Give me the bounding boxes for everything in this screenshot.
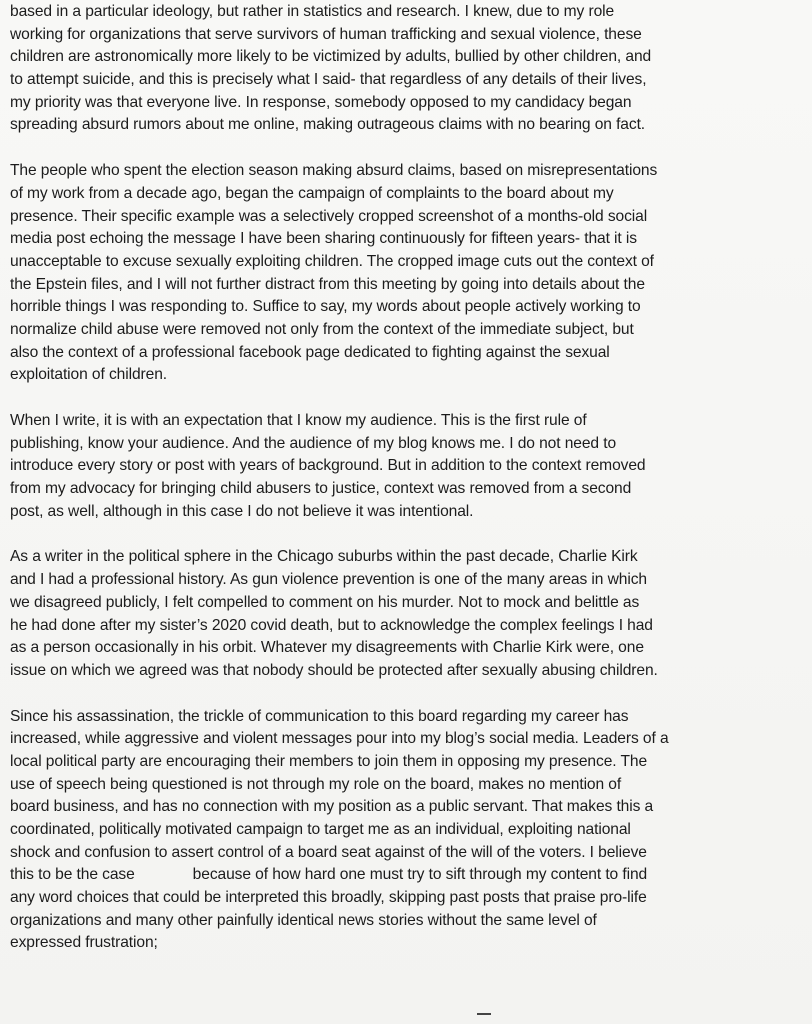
text-line: as a person occasionally in his orbit. Whatever my disagreements with Charlie Kirk were, one <box>10 639 644 657</box>
text-line: spreading absurd rumors about me online, making outrageous claims with no bearing on fact. <box>10 116 646 134</box>
text-line: introduce every story or post with years of background. But in addition to the context removed <box>10 457 646 475</box>
text-line: local political party are encouraging their members to join them in opposing my presence. The <box>10 752 648 770</box>
text-line: based in a particular ideology, but rather in statistics and research. I knew, due to my role <box>10 3 615 20</box>
text-fragment: because of how hard one must try to sift through my content to find <box>192 866 648 884</box>
text-line: unacceptable to excuse sexually exploiting children. The cropped image cuts out the context of <box>10 252 654 270</box>
text-line: from my advocacy for bringing child abusers to justice, context was removed from a second <box>10 480 632 498</box>
text-line: exploitation of children. <box>10 366 168 384</box>
text-fragment: this to be the case <box>10 866 135 884</box>
text-line: to attempt suicide, and this is precisely what I said- that regardless of any details of their lives, <box>10 71 647 89</box>
text-line: board business, and has no connection with my position as a public servant. That makes this a <box>10 798 654 816</box>
text-line: shock and confusion to assert control of a board seat against of the will of the voters. I believe <box>10 843 647 861</box>
paragraph-4 <box>10 546 812 682</box>
text-line-with-gap <box>10 864 812 887</box>
text-line: normalize child abuse were removed not only from the context of the immediate subject, but <box>10 320 634 338</box>
text-line: working for organizations that serve survivors of human trafficking and sexual violence, these <box>10 25 642 43</box>
text-line: organizations and many other painfully identical news stories without the same level of <box>10 911 597 929</box>
text-line: increased, while aggressive and violent messages pour into my blog’s social media. Leaders of a <box>10 730 669 748</box>
text-line: Since his assassination, the trickle of communication to this board regarding my career has <box>10 707 629 725</box>
text-line: expressed frustration; <box>10 934 158 952</box>
text-line: media post echoing the message I have been sharing continuously for fifteen years- that it is <box>10 230 637 248</box>
text-line: the Epstein files, and I will not further distract from this meeting by going into details about the <box>10 275 645 293</box>
text-line: and I had a professional history. As gun violence prevention is one of the many areas in which <box>10 571 647 589</box>
text-line: The people who spent the election season making absurd claims, based on misrepresentations <box>10 162 658 180</box>
text-line: he had done after my sister’s 2020 covid death, but to acknowledge the complex feelings I had <box>10 616 653 634</box>
text-line: children are astronomically more likely to be victimized by adults, bullied by other children, and <box>10 48 652 66</box>
text-line: any word choices that could be interpreted this broadly, skipping past posts that praise pro-life <box>10 889 647 907</box>
stray-mark <box>477 1013 491 1015</box>
text-line: publishing, know your audience. And the audience of my blog knows me. I do not need to <box>10 434 617 452</box>
text-line: post, as well, although in this case I do not believe it was intentional. <box>10 502 474 520</box>
text-line: horrible things I was responding to. Suffice to say, my words about people actively working to <box>10 298 641 316</box>
text-line: of my work from a decade ago, began the campaign of complaints to the board about my <box>10 184 614 202</box>
text-line: my priority was that everyone live. In response, somebody opposed to my candidacy began <box>10 93 632 111</box>
text-line: issue on which we agreed was that nobody should be protected after sexually abusing children. <box>10 661 658 679</box>
paragraph-5 <box>10 706 812 956</box>
text-line: coordinated, politically motivated campaign to target me as an individual, exploiting national <box>10 821 631 838</box>
text-line: we disagreed publicly, I felt compelled to comment on his murder. Not to mock and belittle as <box>10 593 640 611</box>
text-line: presence. Their specific example was a selectively cropped screenshot of a months-old social <box>10 207 648 225</box>
text-line: As a writer in the political sphere in the Chicago suburbs within the past decade, Charlie Kirk <box>10 548 638 566</box>
text-line: also the context of a professional facebook page dedicated to fighting against the sexual <box>10 343 610 361</box>
paragraph-2 <box>10 160 812 387</box>
text-line: use of speech being questioned is not through my role on the board, makes no mention of <box>10 775 622 793</box>
paragraph-1 <box>10 1 812 137</box>
text-line: When I write, it is with an expectation that I know my audience. This is the first rule of <box>10 412 587 429</box>
paragraph-3 <box>10 410 812 523</box>
